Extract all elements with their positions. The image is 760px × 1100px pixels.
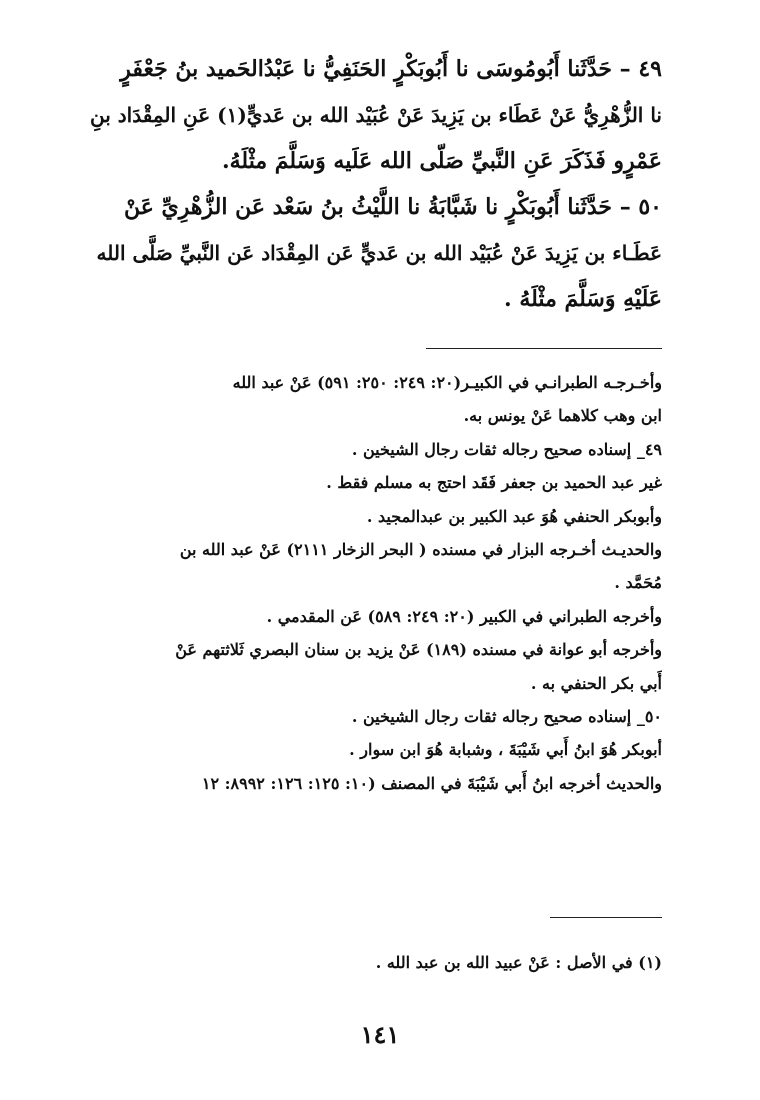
hadith-line: ٥٠ – حَدَّثَنا أَبُوبَكْرٍ نا شَبَّابَةُ نا اللَّيْثُ بنُ سَعْد عَن الزُّهْرِيِّ عَنْ <box>124 194 662 220</box>
hadith-line: عَلَيْهِ وَسَلَّمَ مثْلَهُ . <box>504 286 662 312</box>
notes-separator <box>426 348 662 349</box>
note-line: والحديـث أخـرجه البزار في مسنده ( البحر الزخار ٢١١١) عَنْ عبد الله بن <box>179 539 662 559</box>
note-line: ٥٠_ إسناده صحيح رجاله ثقات رجال الشيخين . <box>351 706 662 726</box>
note-line: أَبي بكر الحنفي به . <box>530 673 662 693</box>
footnote: (١) في الأصل : عَنْ عبيد الله بن عبد الله . <box>375 953 662 972</box>
hadith-line: عَمْرٍو فَذَكَرَ عَنِ النَّبيِّ صَلّى الله عَلَيه وَسَلَّمَ مثْلَهُ. <box>221 148 662 174</box>
hadith-line: ٤٩ – حَدَّثَنا أَبُومُوسَى نا أَبُوبَكْرٍ الحَنَفِيُّ نا عَبْدُالحَميد بنُ جَعْفَرٍ <box>120 56 662 82</box>
note-line: ٤٩_ إسناده صحيح رجاله ثقات رجال الشيخين . <box>351 439 662 459</box>
note-line: وأخرجه أبو عوانة في مسنده (١٨٩) عَنْ يزيد بن سنان البصري ثَلاثتهم عَنْ <box>175 640 662 660</box>
note-line: غير عبد الحميد بن جعفر فَقَد احتج به مسلم فقط . <box>326 473 662 493</box>
note-line: ابن وهب كلاهما عَنْ يونس به. <box>463 406 662 426</box>
hadith-line: نا الزُّهْرِيُّ عَنْ عَطَاء بن يَزِيدَ عَنْ عُبَيْد الله بن عَديٍّ(١) عَنِ المِقْدَاد بنِ <box>90 103 662 127</box>
page-number: ١٤١ <box>360 1020 400 1049</box>
hadith-line: عَطَـاء بن يَزِيدَ عَنْ عُبَيْد الله بن عَديٍّ عَن المِقْدَاد عَن النَّبيِّ صَلَّى الله <box>96 241 662 265</box>
note-line: والحديث أخرجه ابنُ أَبي شَيْبَةَ في المصنف (١٠: ١٢٥: ١٢٦: ٨٩٩٢: ١٢ <box>201 773 662 793</box>
note-line: وأخـرجـه الطبرانـي في الكبيـر(٢٠: ٢٤٩: ٢٥٠: ٥٩١) عَنْ عبد الله <box>232 373 662 392</box>
hadith-text <box>90 46 662 322</box>
note-line: وأخرجه الطبراني في الكبير (٢٠: ٢٤٩: ٥٨٩) عَن المقدمي . <box>266 606 662 626</box>
note-line: وأبوبكر الحنفي هُوَ عبد الكبير بن عبدالمجيد . <box>366 506 662 526</box>
note-line: مُحَمَّد . <box>614 573 662 593</box>
note-line: أبوبكر هُوَ ابنُ أَبي شَيْبَةَ ، وشبابة هُوَ ابن سوار . <box>349 740 662 760</box>
commentary-notes <box>90 366 662 800</box>
footnote-separator <box>550 917 662 918</box>
